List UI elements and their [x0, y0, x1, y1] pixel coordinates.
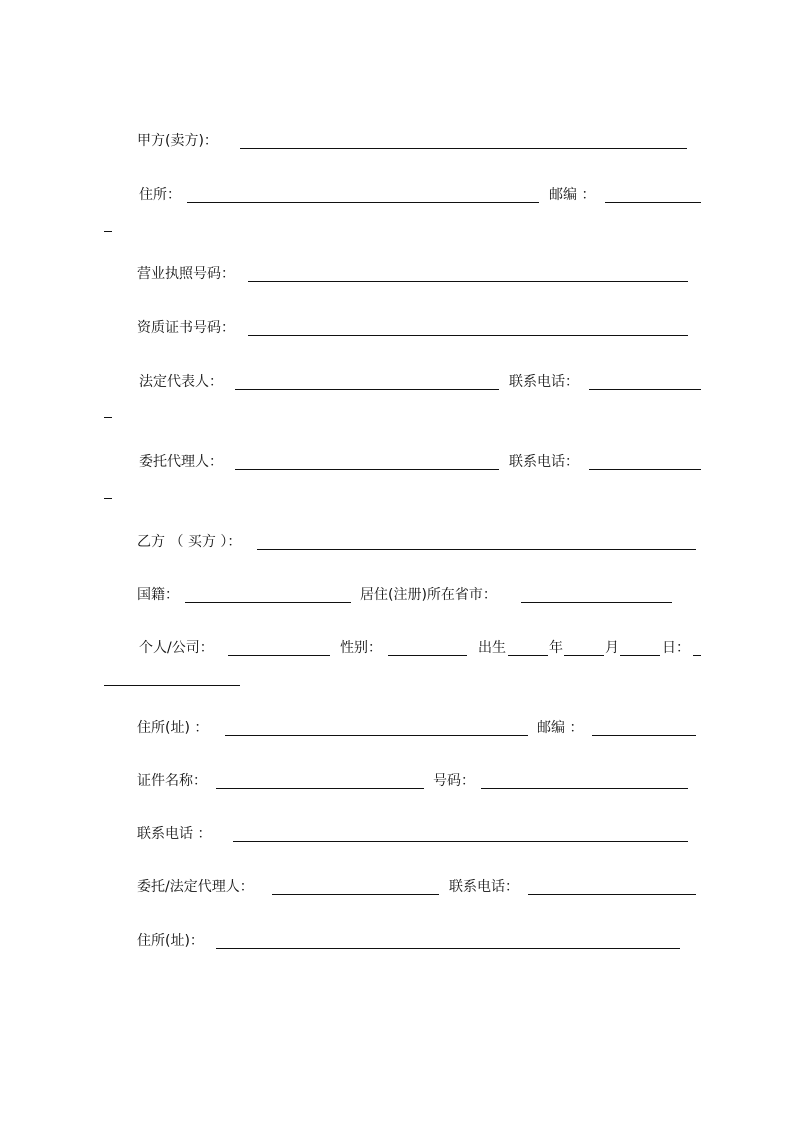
personal-info-wrap [0, 668, 793, 688]
nationality-label: 国籍： [137, 587, 179, 603]
id-number-blank[interactable] [481, 788, 688, 789]
buyer-address-label: 住所(址) ： [137, 720, 209, 736]
buyer-address-blank[interactable] [225, 735, 528, 736]
day-label: 日： [662, 640, 690, 656]
birth-year-blank[interactable] [508, 655, 548, 656]
residence-blank[interactable] [521, 602, 672, 603]
agent-phone-label: 联系电话： [509, 454, 579, 470]
person-company-label: 个人/公司： [139, 640, 214, 656]
birth-day-blank[interactable] [620, 655, 660, 656]
business-license-row [0, 264, 793, 284]
buyer-phone-row [0, 824, 793, 844]
buyer-agent-phone-blank[interactable] [528, 894, 696, 895]
nationality-blank[interactable] [185, 602, 351, 603]
buyer-address-row [0, 718, 793, 738]
buyer-phone-label: 联系电话 ： [137, 826, 212, 842]
buyer-agent-address-row [0, 931, 793, 951]
seller-address-label: 住所： [139, 187, 181, 203]
agent-row [0, 452, 793, 472]
legal-rep-blank[interactable] [235, 389, 499, 390]
buyer-agent-address-label: 住所(址)： [137, 933, 204, 949]
business-license-blank[interactable] [248, 281, 688, 282]
legal-rep-row [0, 372, 793, 392]
seller-postcode-blank[interactable] [605, 202, 701, 203]
id-number-label: 号码： [433, 773, 475, 789]
buyer-postcode-label: 邮编 ： [537, 720, 584, 736]
id-name-blank[interactable] [216, 788, 424, 789]
agent-label: 委托代理人： [139, 454, 223, 470]
day-value-blank-cont[interactable] [104, 685, 240, 686]
agent-phone-blank[interactable] [589, 469, 701, 470]
buyer-postcode-blank[interactable] [592, 735, 696, 736]
legal-rep-phone-wrap [0, 400, 793, 420]
legal-rep-phone-blank[interactable] [589, 389, 701, 390]
qualification-cert-row [0, 318, 793, 338]
month-label: 月 [605, 640, 619, 656]
birth-month-blank[interactable] [564, 655, 604, 656]
buyer-agent-phone-label: 联系电话： [449, 879, 519, 895]
agent-phone-wrap [0, 481, 793, 501]
seller-address-row [0, 185, 793, 205]
buyer-agent-blank[interactable] [272, 894, 439, 895]
buyer-row [0, 532, 793, 552]
seller-postcode-blank-cont[interactable] [104, 231, 112, 232]
year-label: 年 [549, 640, 563, 656]
seller-name-blank[interactable] [240, 148, 687, 149]
seller-postcode-label: 邮编 ： [549, 187, 596, 203]
buyer-name-blank[interactable] [257, 549, 696, 550]
buyer-phone-blank[interactable] [233, 841, 688, 842]
business-license-label: 营业执照号码： [137, 266, 235, 282]
personal-info-row [0, 638, 793, 658]
legal-rep-phone-blank-cont[interactable] [104, 417, 112, 418]
qualification-cert-label: 资质证书号码： [137, 320, 235, 336]
birth-label: 出生 [478, 640, 506, 656]
residence-label: 居住(注册)所在省市： [360, 587, 497, 603]
person-company-blank[interactable] [228, 655, 330, 656]
seller-label: 甲方(卖方)： [137, 133, 218, 149]
seller-address-blank[interactable] [187, 202, 539, 203]
legal-rep-phone-label: 联系电话： [509, 374, 579, 390]
buyer-agent-label: 委托/法定代理人： [137, 879, 254, 895]
gender-blank[interactable] [388, 655, 467, 656]
agent-phone-blank-cont[interactable] [104, 498, 112, 499]
day-value-blank[interactable] [693, 655, 701, 656]
id-name-label: 证件名称： [137, 773, 207, 789]
buyer-agent-row [0, 877, 793, 897]
qualification-cert-blank[interactable] [248, 335, 688, 336]
buyer-agent-address-blank[interactable] [216, 948, 680, 949]
buyer-label: 乙方 （ 买方 ）： [137, 534, 242, 550]
legal-rep-label: 法定代表人： [139, 374, 223, 390]
gender-label: 性别： [340, 640, 382, 656]
id-row [0, 771, 793, 791]
seller-postcode-wrap [0, 214, 793, 234]
seller-row [0, 131, 793, 151]
nationality-row [0, 585, 793, 605]
agent-blank[interactable] [235, 469, 499, 470]
